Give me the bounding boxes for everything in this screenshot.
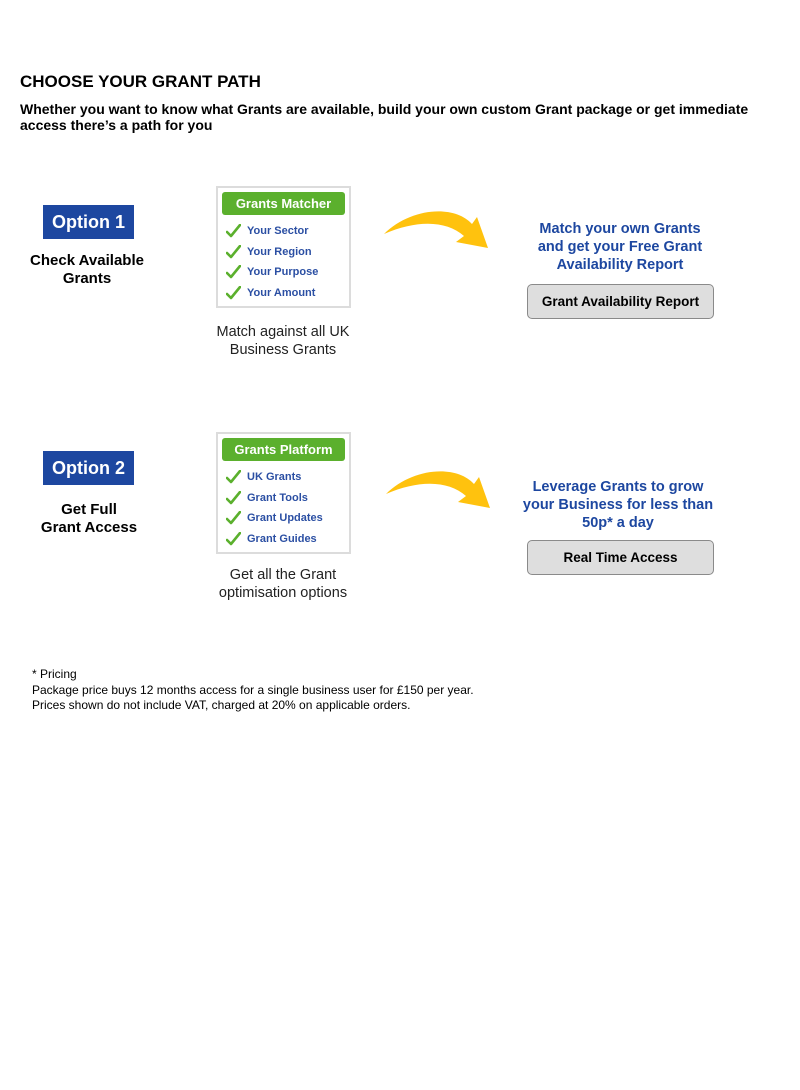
caption-line: Business Grants xyxy=(229,342,337,358)
curved-arrow-icon xyxy=(382,206,492,252)
grants-matcher-list xyxy=(226,221,349,303)
pricing-footnote xyxy=(32,667,474,714)
real-time-access-button[interactable]: Real Time Access xyxy=(527,540,714,575)
option-2-description xyxy=(24,501,154,537)
list-item-label: UK Grants xyxy=(247,471,302,484)
list-item xyxy=(226,283,349,304)
option-2-pitch xyxy=(513,478,723,532)
page-subtitle: Whether you want to know what Grants are available, build your own custom Grant package or get immediate access there’s a path for you xyxy=(20,101,749,133)
grants-platform-list xyxy=(226,467,349,549)
check-icon xyxy=(226,491,241,505)
list-item xyxy=(226,529,349,550)
option-2-description-line: Grant Access xyxy=(40,519,138,536)
footnote-heading: * Pricing xyxy=(32,667,77,681)
check-icon xyxy=(226,265,241,279)
option-1-description-line: Check Available xyxy=(30,252,144,269)
pitch-line: Leverage Grants to grow xyxy=(532,479,704,495)
option-1-badge: Option 1 xyxy=(43,205,134,239)
check-icon xyxy=(226,224,241,238)
caption-line: optimisation options xyxy=(218,585,348,601)
caption-line: Get all the Grant xyxy=(229,567,337,583)
page-title: CHOOSE YOUR GRANT PATH xyxy=(20,72,261,91)
pitch-line: Match your own Grants xyxy=(539,221,701,237)
list-item-label: Your Sector xyxy=(247,225,309,238)
pitch-line: 50p* a day xyxy=(582,515,654,531)
list-item xyxy=(226,467,349,488)
option-1-description xyxy=(22,252,152,288)
grants-platform-caption xyxy=(198,566,368,602)
grants-matcher-card-title: Grants Matcher xyxy=(222,192,345,215)
list-item-label: Grant Tools xyxy=(247,491,308,504)
list-item xyxy=(226,508,349,529)
list-item-label: Your Purpose xyxy=(247,266,319,279)
grants-platform-card xyxy=(216,432,351,554)
curved-arrow-icon xyxy=(384,466,494,512)
check-icon xyxy=(226,532,241,546)
check-icon xyxy=(226,245,241,259)
list-item xyxy=(226,242,349,263)
footnote-line: Package price buys 12 months access for a single business user for £150 per year. xyxy=(32,682,474,697)
list-item-label: Grant Updates xyxy=(247,512,323,525)
list-item xyxy=(226,262,349,283)
grants-matcher-caption xyxy=(198,323,368,359)
option-1-pitch xyxy=(515,220,725,274)
caption-line: Match against all UK xyxy=(216,324,350,340)
grants-platform-card-title: Grants Platform xyxy=(222,438,345,461)
list-item-label: Your Region xyxy=(247,245,312,258)
grants-matcher-card xyxy=(216,186,351,308)
list-item xyxy=(226,488,349,509)
grant-availability-report-button[interactable]: Grant Availability Report xyxy=(527,284,714,319)
option-2-badge: Option 2 xyxy=(43,451,134,485)
pitch-line: your Business for less than xyxy=(522,497,714,513)
pitch-line: and get your Free Grant xyxy=(537,239,703,255)
option-1-description-line: Grants xyxy=(62,270,112,287)
list-item xyxy=(226,221,349,242)
list-item-label: Your Amount xyxy=(247,286,316,299)
check-icon xyxy=(226,470,241,484)
check-icon xyxy=(226,511,241,525)
footnote-line: Prices shown do not include VAT, charged at 20% on applicable orders. xyxy=(32,698,411,712)
option-2-description-line: Get Full xyxy=(61,501,117,518)
check-icon xyxy=(226,286,241,300)
pitch-line: Availability Report xyxy=(556,257,684,273)
list-item-label: Grant Guides xyxy=(247,532,317,545)
